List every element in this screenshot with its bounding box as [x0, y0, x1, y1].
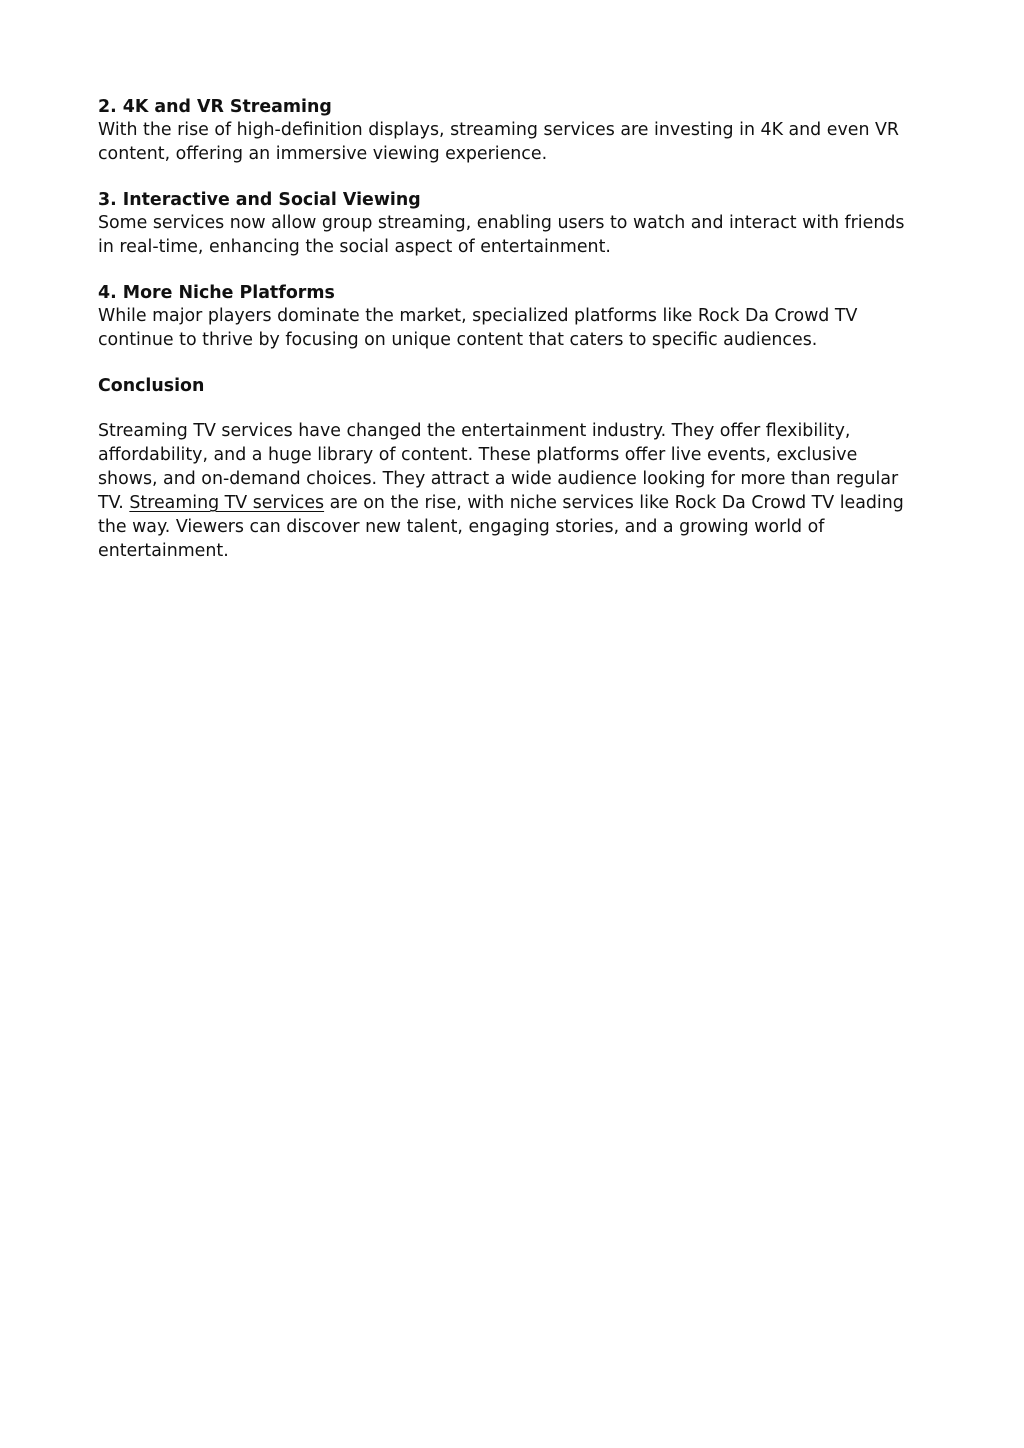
- section-body: Some services now allow group streaming, enabling users to watch and interact with friends in real-time, enhancing the social aspect of entertainment.: [98, 213, 905, 257]
- section-heading: 2. 4K and VR Streaming: [98, 97, 332, 117]
- section-body: With the rise of high-definition displays, streaming services are investing in 4K and even VR content, offering an immersive viewing experience.: [98, 120, 899, 164]
- conclusion-paragraph: [98, 419, 918, 563]
- section-heading: 4. More Niche Platforms: [98, 283, 335, 303]
- streaming-tv-services-link[interactable]: Streaming TV services: [129, 493, 325, 513]
- section-body: While major players dominate the market, specialized platforms like Rock Da Crowd TV continue to thrive by focusing on unique content that caters to specific audiences.: [98, 306, 858, 350]
- conclusion-text-after-link: are on the rise, with niche services like Rock Da Crowd TV leading the way. Viewers can discover new talent, engaging stories, and a growing world of entertainment.: [98, 493, 904, 561]
- conclusion-text-before-link: Streaming TV services have changed the entertainment industry. They offer flexibility, affordability, and a huge library of content. These platforms offer live events, exclusive shows, and on-demand choices. They attract a wide audience looking for more than regular TV.: [98, 421, 899, 513]
- conclusion-heading: Conclusion: [98, 376, 205, 396]
- section-interactive-social: [98, 189, 918, 259]
- section-heading: 3. Interactive and Social Viewing: [98, 190, 421, 210]
- section-niche-platforms: [98, 282, 918, 352]
- document-page: [98, 96, 918, 563]
- section-4k-vr: [98, 96, 918, 166]
